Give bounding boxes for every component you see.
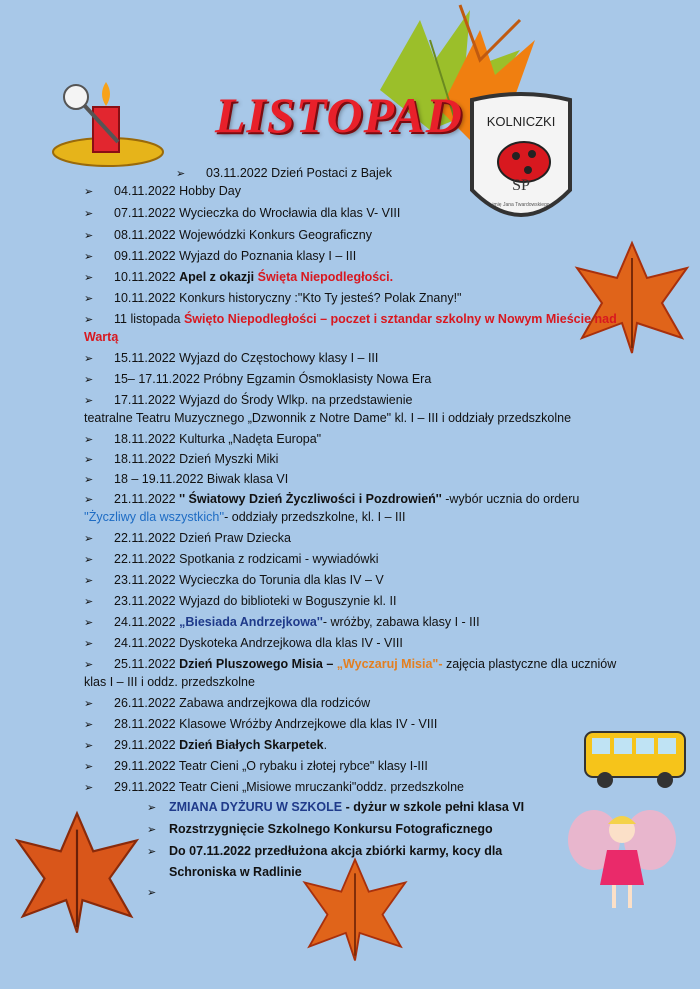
bullet-arrow-icon: ➢ bbox=[84, 698, 94, 710]
bullet-arrow-icon: ➢ bbox=[84, 208, 94, 220]
bullet-arrow-icon: ➢ bbox=[84, 782, 94, 794]
bullet-arrow-icon: ➢ bbox=[84, 374, 94, 386]
bullet-arrow-icon: ➢ bbox=[84, 719, 94, 731]
list-item: ➢ 04.11.2022 Hobby Day bbox=[84, 184, 241, 198]
bullet-arrow-icon: ➢ bbox=[84, 761, 94, 773]
list-item: ➢ 18 – 19.11.2022 Biwak klasa VI bbox=[84, 472, 289, 486]
fairy-illustration bbox=[562, 800, 682, 915]
list-item-continuation: teatralne Teatru Muzycznego „Dzwonnik z Notre Dame" kl. I – III i oddziały przedszkolne bbox=[84, 411, 572, 425]
bullet-arrow-icon: ➢ bbox=[84, 230, 94, 242]
list-item-continuation: ''Życzliwy dla wszystkich''- oddziały przedszkolne, kl. I – III bbox=[84, 510, 406, 524]
list-item: ➢ 11 listopada Święto Niepodległości – poczet i sztandar szkolny w Nowym Mieście nad bbox=[84, 312, 617, 326]
bullet-arrow-icon: ➢ bbox=[84, 272, 94, 284]
bullet-arrow-icon: ➢ bbox=[84, 554, 94, 566]
list-item: ➢ 24.11.2022 Dyskoteka Andrzejkowa dla klas IV - VIII bbox=[84, 636, 403, 650]
bullet-arrow-icon: ➢ bbox=[84, 659, 94, 671]
bullet-arrow-icon: ➢ bbox=[84, 474, 94, 486]
bullet-arrow-icon: ➢ bbox=[84, 395, 94, 407]
list-item: ➢ 25.11.2022 Dzień Pluszowego Misia – „Wyczaruj Misia"- zajęcia plastyczne dla uczniów bbox=[84, 657, 617, 671]
notice-item: ➢ Do 07.11.2022 przedłużona akcja zbiórki karmy, kocy dla bbox=[147, 844, 503, 858]
list-item-continuation: klas I – III i oddz. przedszkolne bbox=[84, 675, 255, 689]
list-item: ➢ 22.11.2022 Dzień Praw Dziecka bbox=[84, 531, 291, 545]
bullet-arrow-icon: ➢ bbox=[84, 575, 94, 587]
bullet-arrow-icon: ➢ bbox=[84, 251, 94, 263]
bullet-arrow-icon: ➢ bbox=[84, 617, 94, 629]
empty-bullet bbox=[147, 885, 169, 899]
bullet-arrow-icon: ➢ bbox=[84, 454, 94, 466]
list-item: ➢ 29.11.2022 Dzień Białych Skarpetek. bbox=[84, 738, 328, 752]
list-item: ➢ 24.11.2022 „Biesiada Andrzejkowa''- wróżby, zabawa klasy I - III bbox=[84, 615, 480, 629]
bullet-arrow-icon: ➢ bbox=[84, 353, 94, 365]
list-item: ➢ 10.11.2022 Apel z okazji Święta Niepodległości. bbox=[84, 270, 394, 284]
school-logo-badge bbox=[462, 90, 580, 238]
notice-continuation: Schroniska w Radlinie bbox=[169, 865, 302, 879]
page-title: LISTOPAD bbox=[215, 87, 463, 143]
list-item: ➢ 28.11.2022 Klasowe Wróżby Andrzejkowe dla klas IV - VIII bbox=[84, 717, 438, 731]
notice-item: ➢ ZMIANA DYŻURU W SZKOLE - dyżur w szkole pełni klasa VI bbox=[147, 800, 525, 814]
list-item: ➢ 03.11.2022 Dzień Postaci z Bajek bbox=[176, 166, 392, 180]
list-item: ➢ 18.11.2022 Kulturka „Nadęta Europa" bbox=[84, 432, 322, 446]
autumn-leaf-bottom-center-decoration bbox=[300, 855, 410, 965]
logo-small-text: imię Jana Twardowskiego bbox=[492, 202, 550, 208]
list-item: ➢ 29.11.2022 Teatr Cieni „O rybaku i złotej rybce" klasy I-III bbox=[84, 759, 428, 773]
list-item: ➢ 18.11.2022 Dzień Myszki Miki bbox=[84, 452, 279, 466]
school-bus-icon bbox=[580, 722, 690, 792]
list-item-continuation: Wartą bbox=[84, 330, 119, 344]
list-item: ➢ 07.11.2022 Wycieczka do Wrocławia dla klas V- VIII bbox=[84, 206, 401, 220]
bullet-arrow-icon: ➢ bbox=[176, 168, 186, 180]
bullet-arrow-icon: ➢ bbox=[84, 293, 94, 305]
list-item: ➢ 21.11.2022 '' Światowy Dzień Życzliwości i Pozdrowień'' -wybór ucznia do orderu bbox=[84, 492, 580, 506]
list-item: ➢ 26.11.2022 Zabawa andrzejkowa dla rodziców bbox=[84, 696, 371, 710]
list-item: ➢ 08.11.2022 Wojewódzki Konkurs Geograficzny bbox=[84, 228, 373, 242]
bullet-arrow-icon: ➢ bbox=[147, 802, 157, 814]
bullet-arrow-icon: ➢ bbox=[84, 596, 94, 608]
bullet-arrow-icon: ➢ bbox=[84, 314, 94, 326]
list-item: ➢ 17.11.2022 Wyjazd do Środy Wlkp. na przedstawienie bbox=[84, 393, 413, 407]
logo-text: KOLNICZKI bbox=[486, 114, 556, 129]
bullet-arrow-icon: ➢ bbox=[147, 824, 157, 836]
bullet-arrow-icon: ➢ bbox=[84, 740, 94, 752]
autumn-leaf-bottom-left-decoration bbox=[12, 808, 142, 938]
bullet-arrow-icon: ➢ bbox=[147, 887, 157, 899]
autumn-leaf-right-decoration bbox=[572, 238, 692, 358]
list-item: ➢ 23.11.2022 Wyjazd do biblioteki w Boguszynie kl. II bbox=[84, 594, 397, 608]
bullet-arrow-icon: ➢ bbox=[84, 186, 94, 198]
list-item: ➢ 22.11.2022 Spotkania z rodzicami - wywiadówki bbox=[84, 552, 379, 566]
bullet-arrow-icon: ➢ bbox=[84, 638, 94, 650]
list-item: ➢ 15– 17.11.2022 Próbny Egzamin Ósmoklasisty Nowa Era bbox=[84, 372, 432, 386]
candle-lamp-icon bbox=[48, 72, 168, 172]
logo-subtext: SP bbox=[512, 177, 530, 194]
bullet-arrow-icon: ➢ bbox=[84, 494, 94, 506]
list-item: ➢ 29.11.2022 Teatr Cieni „Misiowe mruczanki"oddz. przedszkolne bbox=[84, 780, 464, 794]
bullet-arrow-icon: ➢ bbox=[147, 846, 157, 858]
bullet-arrow-icon: ➢ bbox=[84, 533, 94, 545]
list-item: ➢ 15.11.2022 Wyjazd do Częstochowy klasy I – III bbox=[84, 351, 379, 365]
list-item: ➢ 10.11.2022 Konkurs historyczny :"Kto Ty jesteś? Polak Znany!" bbox=[84, 291, 462, 305]
list-item: ➢ 09.11.2022 Wyjazd do Poznania klasy I – III bbox=[84, 249, 357, 263]
list-item: ➢ 23.11.2022 Wycieczka do Torunia dla klas IV – V bbox=[84, 573, 384, 587]
notice-item: ➢ Rozstrzygnięcie Szkolnego Konkursu Fotograficznego bbox=[147, 822, 493, 836]
bullet-arrow-icon: ➢ bbox=[84, 434, 94, 446]
